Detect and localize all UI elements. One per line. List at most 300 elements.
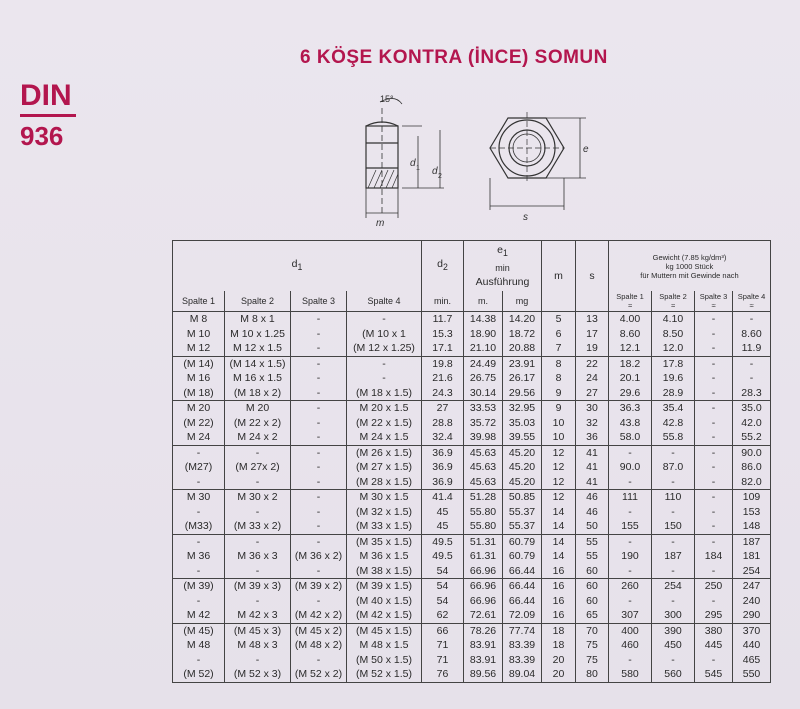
table-cell: 8.60 xyxy=(609,327,652,342)
table-cell: - xyxy=(609,534,652,549)
table-cell: - xyxy=(225,653,291,668)
spalte4-header: Spalte 4 xyxy=(347,291,422,312)
angle-label: 15° xyxy=(380,94,394,104)
table-cell: 254 xyxy=(652,579,695,594)
table-row xyxy=(173,667,771,682)
table-row xyxy=(173,594,771,609)
table-cell: - xyxy=(695,490,733,505)
table-cell: 55 xyxy=(576,534,609,549)
table-cell: 36.9 xyxy=(422,460,464,475)
table-cell: - xyxy=(291,564,347,579)
table-cell: 35.4 xyxy=(652,401,695,416)
table-cell: 260 xyxy=(609,579,652,594)
table-cell: 41.4 xyxy=(422,490,464,505)
table-cell: - xyxy=(695,505,733,520)
table-cell: 30 xyxy=(576,401,609,416)
table-cell: - xyxy=(695,371,733,386)
table-row xyxy=(173,623,771,638)
table-cell: 19.6 xyxy=(652,371,695,386)
table-cell: - xyxy=(652,653,695,668)
table-cell: M 24 xyxy=(173,430,225,445)
table-cell: M 30 xyxy=(173,490,225,505)
s-label: s xyxy=(523,212,528,223)
table-cell: 20 xyxy=(542,667,576,682)
table-cell: 66.96 xyxy=(464,564,503,579)
table-cell: (M 38 x 1.5) xyxy=(347,564,422,579)
table-cell: 35.03 xyxy=(503,416,542,431)
table-cell: 42.8 xyxy=(652,416,695,431)
front-view xyxy=(490,112,586,210)
table-cell: (M 45 x 3) xyxy=(225,623,291,638)
table-cell: 21.6 xyxy=(422,371,464,386)
table-row xyxy=(173,549,771,564)
table-cell: (M 45) xyxy=(173,623,225,638)
table-cell: 390 xyxy=(652,623,695,638)
table-cell: 580 xyxy=(609,667,652,682)
table-cell: 71 xyxy=(422,638,464,653)
table-cell: 27 xyxy=(576,386,609,401)
table-cell: 49.5 xyxy=(422,549,464,564)
table-cell: 24 xyxy=(576,371,609,386)
table-cell: 54 xyxy=(422,564,464,579)
table-cell: - xyxy=(609,505,652,520)
table-cell: - xyxy=(652,445,695,460)
table-cell: 110 xyxy=(652,490,695,505)
d2-subscript: 2 xyxy=(438,173,442,180)
table-cell: 78.26 xyxy=(464,623,503,638)
table-cell: (M 42 x 2) xyxy=(291,608,347,623)
table-cell: (M 45 x 1.5) xyxy=(347,623,422,638)
table-cell: - xyxy=(291,519,347,534)
table-cell: - xyxy=(695,356,733,371)
table-cell: 50 xyxy=(576,519,609,534)
table-cell: - xyxy=(291,416,347,431)
table-row xyxy=(173,608,771,623)
table-cell: 14.38 xyxy=(464,312,503,327)
table-cell: (M 22) xyxy=(173,416,225,431)
e1-header: $e_1$ min Ausführung xyxy=(464,241,542,292)
table-cell: (M 12 x 1.25) xyxy=(347,341,422,356)
table-cell: 39.55 xyxy=(503,430,542,445)
table-cell: 18 xyxy=(542,638,576,653)
table-cell: 19 xyxy=(576,341,609,356)
table-cell: (M 32 x 1.5) xyxy=(347,505,422,520)
table-row xyxy=(173,430,771,445)
table-cell: (M 52 x 1.5) xyxy=(347,667,422,682)
table-cell: M 20 x 1.5 xyxy=(347,401,422,416)
spalte1-header: Spalte 1 xyxy=(173,291,225,312)
table-cell: (M 14) xyxy=(173,356,225,371)
table-cell: 45 xyxy=(422,505,464,520)
table-cell: - xyxy=(291,653,347,668)
table-cell: M 48 xyxy=(173,638,225,653)
w4-header: Spalte 4 ≈ xyxy=(733,291,771,312)
table-cell: 55.80 xyxy=(464,519,503,534)
table-cell: 17 xyxy=(576,327,609,342)
table-cell: 72.61 xyxy=(464,608,503,623)
table-cell: 32.95 xyxy=(503,401,542,416)
d2-header: $d_2$ xyxy=(422,241,464,292)
table-cell: 66.44 xyxy=(503,564,542,579)
table-cell: - xyxy=(291,430,347,445)
table-cell: - xyxy=(652,594,695,609)
table-cell: 55.80 xyxy=(464,505,503,520)
dimension-table xyxy=(172,240,771,683)
table-cell: 62 xyxy=(422,608,464,623)
table-cell: (M 48 x 2) xyxy=(291,638,347,653)
table-cell: 20.88 xyxy=(503,341,542,356)
table-cell: 90.0 xyxy=(733,445,771,460)
table-cell: - xyxy=(291,594,347,609)
table-cell: M 42 xyxy=(173,608,225,623)
table-cell: 76 xyxy=(422,667,464,682)
table-cell: - xyxy=(695,401,733,416)
table-cell: 148 xyxy=(733,519,771,534)
table-cell: 14 xyxy=(542,505,576,520)
table-cell: 66 xyxy=(422,623,464,638)
table-cell: 11.7 xyxy=(422,312,464,327)
table-cell: - xyxy=(225,534,291,549)
d1-header: $d_1$ xyxy=(173,241,422,292)
table-cell: 254 xyxy=(733,564,771,579)
table-cell: 45.63 xyxy=(464,460,503,475)
table-cell: 16 xyxy=(542,594,576,609)
table-cell: 24.49 xyxy=(464,356,503,371)
table-cell: 41 xyxy=(576,445,609,460)
table-cell: 32 xyxy=(576,416,609,431)
table-cell: 155 xyxy=(609,519,652,534)
table-cell: 18 xyxy=(542,623,576,638)
table-cell: 60 xyxy=(576,579,609,594)
table-cell: 66.96 xyxy=(464,594,503,609)
table-cell: - xyxy=(695,445,733,460)
d2-label: d xyxy=(432,166,438,177)
table-cell: (M 40 x 1.5) xyxy=(347,594,422,609)
table-row xyxy=(173,638,771,653)
table-cell: 18.2 xyxy=(609,356,652,371)
table-cell: M 48 x 3 xyxy=(225,638,291,653)
table-cell: 550 xyxy=(733,667,771,682)
table-cell: - xyxy=(225,445,291,460)
table-row xyxy=(173,312,771,327)
table-cell: (M 28 x 1.5) xyxy=(347,475,422,490)
table-cell: - xyxy=(291,386,347,401)
table-cell: - xyxy=(733,356,771,371)
table-cell: - xyxy=(652,505,695,520)
table-row xyxy=(173,416,771,431)
table-cell: 190 xyxy=(609,549,652,564)
table-cell: 150 xyxy=(652,519,695,534)
table-cell: 18.90 xyxy=(464,327,503,342)
table-cell: M 36 x 3 xyxy=(225,549,291,564)
table-cell: - xyxy=(695,475,733,490)
table-cell: (M 35 x 1.5) xyxy=(347,534,422,549)
table-cell: 35.0 xyxy=(733,401,771,416)
table-row xyxy=(173,371,771,386)
table-cell: M 42 x 3 xyxy=(225,608,291,623)
table-cell: 86.0 xyxy=(733,460,771,475)
table-cell: 14 xyxy=(542,549,576,564)
min-header: min. xyxy=(422,291,464,312)
page-title: 6 KÖŞE KONTRA (İNCE) SOMUN xyxy=(300,47,608,68)
table-cell: - xyxy=(291,534,347,549)
table-cell: (M 52 x 2) xyxy=(291,667,347,682)
table-cell: 153 xyxy=(733,505,771,520)
table-cell: - xyxy=(173,594,225,609)
table-cell: - xyxy=(291,312,347,327)
table-row xyxy=(173,490,771,505)
table-cell: 300 xyxy=(652,608,695,623)
table-cell: 46 xyxy=(576,505,609,520)
table-cell: - xyxy=(291,445,347,460)
table-cell: 46 xyxy=(576,490,609,505)
table-cell: M 16 x 1.5 xyxy=(225,371,291,386)
table-cell: (M 45 x 2) xyxy=(291,623,347,638)
table-row xyxy=(173,579,771,594)
w1-header: Spalte 1 ≈ xyxy=(609,291,652,312)
table-cell: 465 xyxy=(733,653,771,668)
table-cell: - xyxy=(695,519,733,534)
table-cell: 75 xyxy=(576,638,609,653)
spalte3-header: Spalte 3 xyxy=(291,291,347,312)
table-cell: (M 10 x 1 xyxy=(347,327,422,342)
table-cell: 89.04 xyxy=(503,667,542,682)
em-header: m. xyxy=(464,291,503,312)
table-cell: 16 xyxy=(542,579,576,594)
table-cell: 55.2 xyxy=(733,430,771,445)
hatch xyxy=(368,170,398,188)
table-row xyxy=(173,401,771,416)
table-cell: - xyxy=(291,490,347,505)
table-cell: 45.20 xyxy=(503,445,542,460)
table-cell: - xyxy=(173,475,225,490)
table-cell: 240 xyxy=(733,594,771,609)
table-cell: 9 xyxy=(542,401,576,416)
header-row-2 xyxy=(173,291,771,312)
table-row xyxy=(173,386,771,401)
table-cell: (M 18 x 2) xyxy=(225,386,291,401)
table-cell: 14.20 xyxy=(503,312,542,327)
table-cell: 51.31 xyxy=(464,534,503,549)
table-cell: - xyxy=(291,327,347,342)
table-cell: M 12 xyxy=(173,341,225,356)
table-cell: 187 xyxy=(733,534,771,549)
table-cell: 380 xyxy=(695,623,733,638)
table-cell: 45.63 xyxy=(464,475,503,490)
table-cell: (M 52 x 3) xyxy=(225,667,291,682)
table-cell: 29.6 xyxy=(609,386,652,401)
table-cell: 16 xyxy=(542,564,576,579)
table-cell: 75 xyxy=(576,653,609,668)
table-cell: 55.37 xyxy=(503,519,542,534)
table-cell: 440 xyxy=(733,638,771,653)
table-row xyxy=(173,327,771,342)
table-cell: - xyxy=(173,653,225,668)
table-cell: 19.8 xyxy=(422,356,464,371)
table-cell: 43.8 xyxy=(609,416,652,431)
table-cell: 50.85 xyxy=(503,490,542,505)
table-cell: 20.1 xyxy=(609,371,652,386)
table-cell: - xyxy=(695,327,733,342)
table-cell: 70 xyxy=(576,623,609,638)
header-row-1 xyxy=(173,241,771,292)
table-cell: 26.17 xyxy=(503,371,542,386)
table-cell: (M 50 x 1.5) xyxy=(347,653,422,668)
table-cell: - xyxy=(695,312,733,327)
table-cell: 55.8 xyxy=(652,430,695,445)
table-cell: (M 27 x 1.5) xyxy=(347,460,422,475)
din-number: 936 xyxy=(20,121,64,151)
table-cell: M 16 xyxy=(173,371,225,386)
table-cell: 5 xyxy=(542,312,576,327)
table-cell: 460 xyxy=(609,638,652,653)
table-cell: - xyxy=(291,356,347,371)
table-cell: 36.9 xyxy=(422,475,464,490)
table-cell: 87.0 xyxy=(652,460,695,475)
table-row xyxy=(173,356,771,371)
table-cell: - xyxy=(225,564,291,579)
table-cell: M 10 x 1.25 xyxy=(225,327,291,342)
table-cell: 8 xyxy=(542,356,576,371)
table-cell: 66.44 xyxy=(503,594,542,609)
table-cell: (M 42 x 1.5) xyxy=(347,608,422,623)
table-cell: 41 xyxy=(576,475,609,490)
table-cell: 12.0 xyxy=(652,341,695,356)
table-cell: 89.56 xyxy=(464,667,503,682)
table-cell: 8 xyxy=(542,371,576,386)
table-cell: 71 xyxy=(422,653,464,668)
e-label: e xyxy=(583,144,589,155)
table-cell: 181 xyxy=(733,549,771,564)
table-cell: - xyxy=(695,341,733,356)
table-cell: - xyxy=(291,505,347,520)
table-cell: - xyxy=(225,475,291,490)
table-cell: 58.0 xyxy=(609,430,652,445)
table-cell: 295 xyxy=(695,608,733,623)
table-cell: - xyxy=(347,356,422,371)
weight-header: Gewicht (7.85 kg/dm³) kg 1000 Stück für Muttern mit Gewinde nach xyxy=(609,241,771,292)
table-cell: - xyxy=(609,653,652,668)
table-cell: 11.9 xyxy=(733,341,771,356)
table-cell: 28.8 xyxy=(422,416,464,431)
table-cell: 111 xyxy=(609,490,652,505)
table-cell: 55.37 xyxy=(503,505,542,520)
table-cell: 29.56 xyxy=(503,386,542,401)
table-cell: - xyxy=(173,445,225,460)
table-cell: 83.39 xyxy=(503,653,542,668)
table-cell: 54 xyxy=(422,594,464,609)
table-cell: 445 xyxy=(695,638,733,653)
table-row xyxy=(173,505,771,520)
table-cell: (M 22 x 2) xyxy=(225,416,291,431)
table-cell: 27 xyxy=(422,401,464,416)
spalte2-header: Spalte 2 xyxy=(225,291,291,312)
table-cell: 12 xyxy=(542,490,576,505)
table-cell: 16 xyxy=(542,608,576,623)
table-cell: 83.91 xyxy=(464,653,503,668)
table-cell: 33.53 xyxy=(464,401,503,416)
table-cell: - xyxy=(225,594,291,609)
table-cell: (M 39 x 3) xyxy=(225,579,291,594)
table-cell: 82.0 xyxy=(733,475,771,490)
table-cell: - xyxy=(652,564,695,579)
table-cell: 49.5 xyxy=(422,534,464,549)
table-cell: 45.20 xyxy=(503,460,542,475)
table-cell: M 30 x 2 xyxy=(225,490,291,505)
table-cell: - xyxy=(695,534,733,549)
table-cell: - xyxy=(652,475,695,490)
table-cell: 83.91 xyxy=(464,638,503,653)
table-cell: 28.9 xyxy=(652,386,695,401)
table-cell: M 8 x 1 xyxy=(225,312,291,327)
table-cell: (M 36 x 2) xyxy=(291,549,347,564)
table-cell: 39.98 xyxy=(464,430,503,445)
table-cell: 28.3 xyxy=(733,386,771,401)
table-cell: 65 xyxy=(576,608,609,623)
table-cell: 12 xyxy=(542,460,576,475)
table-cell: - xyxy=(173,564,225,579)
table-cell: - xyxy=(695,564,733,579)
table-row xyxy=(173,475,771,490)
table-cell: 90.0 xyxy=(609,460,652,475)
table-cell: (M 52) xyxy=(173,667,225,682)
table-cell: 36.9 xyxy=(422,445,464,460)
table-cell: 250 xyxy=(695,579,733,594)
nut-drawing xyxy=(340,88,640,238)
table-cell: 24.3 xyxy=(422,386,464,401)
table-cell: 23.91 xyxy=(503,356,542,371)
table-cell: - xyxy=(695,386,733,401)
table-cell: (M 18 x 1.5) xyxy=(347,386,422,401)
table-cell: (M 22 x 1.5) xyxy=(347,416,422,431)
table-cell: 13 xyxy=(576,312,609,327)
table-cell: (M27) xyxy=(173,460,225,475)
table-cell: 54 xyxy=(422,579,464,594)
table-cell: 4.10 xyxy=(652,312,695,327)
table-cell: 60.79 xyxy=(503,549,542,564)
table-cell: 450 xyxy=(652,638,695,653)
table-cell: 12 xyxy=(542,445,576,460)
table-cell: 45.63 xyxy=(464,445,503,460)
table-cell: 12.1 xyxy=(609,341,652,356)
d1-label: d xyxy=(410,158,416,169)
table-cell: - xyxy=(695,653,733,668)
table-cell: 36.3 xyxy=(609,401,652,416)
table-cell: 83.39 xyxy=(503,638,542,653)
table-cell: - xyxy=(609,445,652,460)
table-cell: - xyxy=(609,564,652,579)
table-cell: - xyxy=(652,534,695,549)
table-cell: 61.31 xyxy=(464,549,503,564)
table-cell: 66.96 xyxy=(464,579,503,594)
din-label: DIN xyxy=(20,80,76,117)
table-cell: 60 xyxy=(576,594,609,609)
m-header: m xyxy=(542,241,576,312)
table-cell: 7 xyxy=(542,341,576,356)
table-cell: - xyxy=(291,401,347,416)
table-cell: 60 xyxy=(576,564,609,579)
mg-header: mg xyxy=(503,291,542,312)
table-cell: (M 39) xyxy=(173,579,225,594)
table-cell: 12 xyxy=(542,475,576,490)
table-cell: 36 xyxy=(576,430,609,445)
table-cell: 8.60 xyxy=(733,327,771,342)
table-cell: - xyxy=(291,341,347,356)
table-cell: - xyxy=(173,505,225,520)
table-cell: 6 xyxy=(542,327,576,342)
table-cell: - xyxy=(291,475,347,490)
side-view xyxy=(366,98,444,218)
